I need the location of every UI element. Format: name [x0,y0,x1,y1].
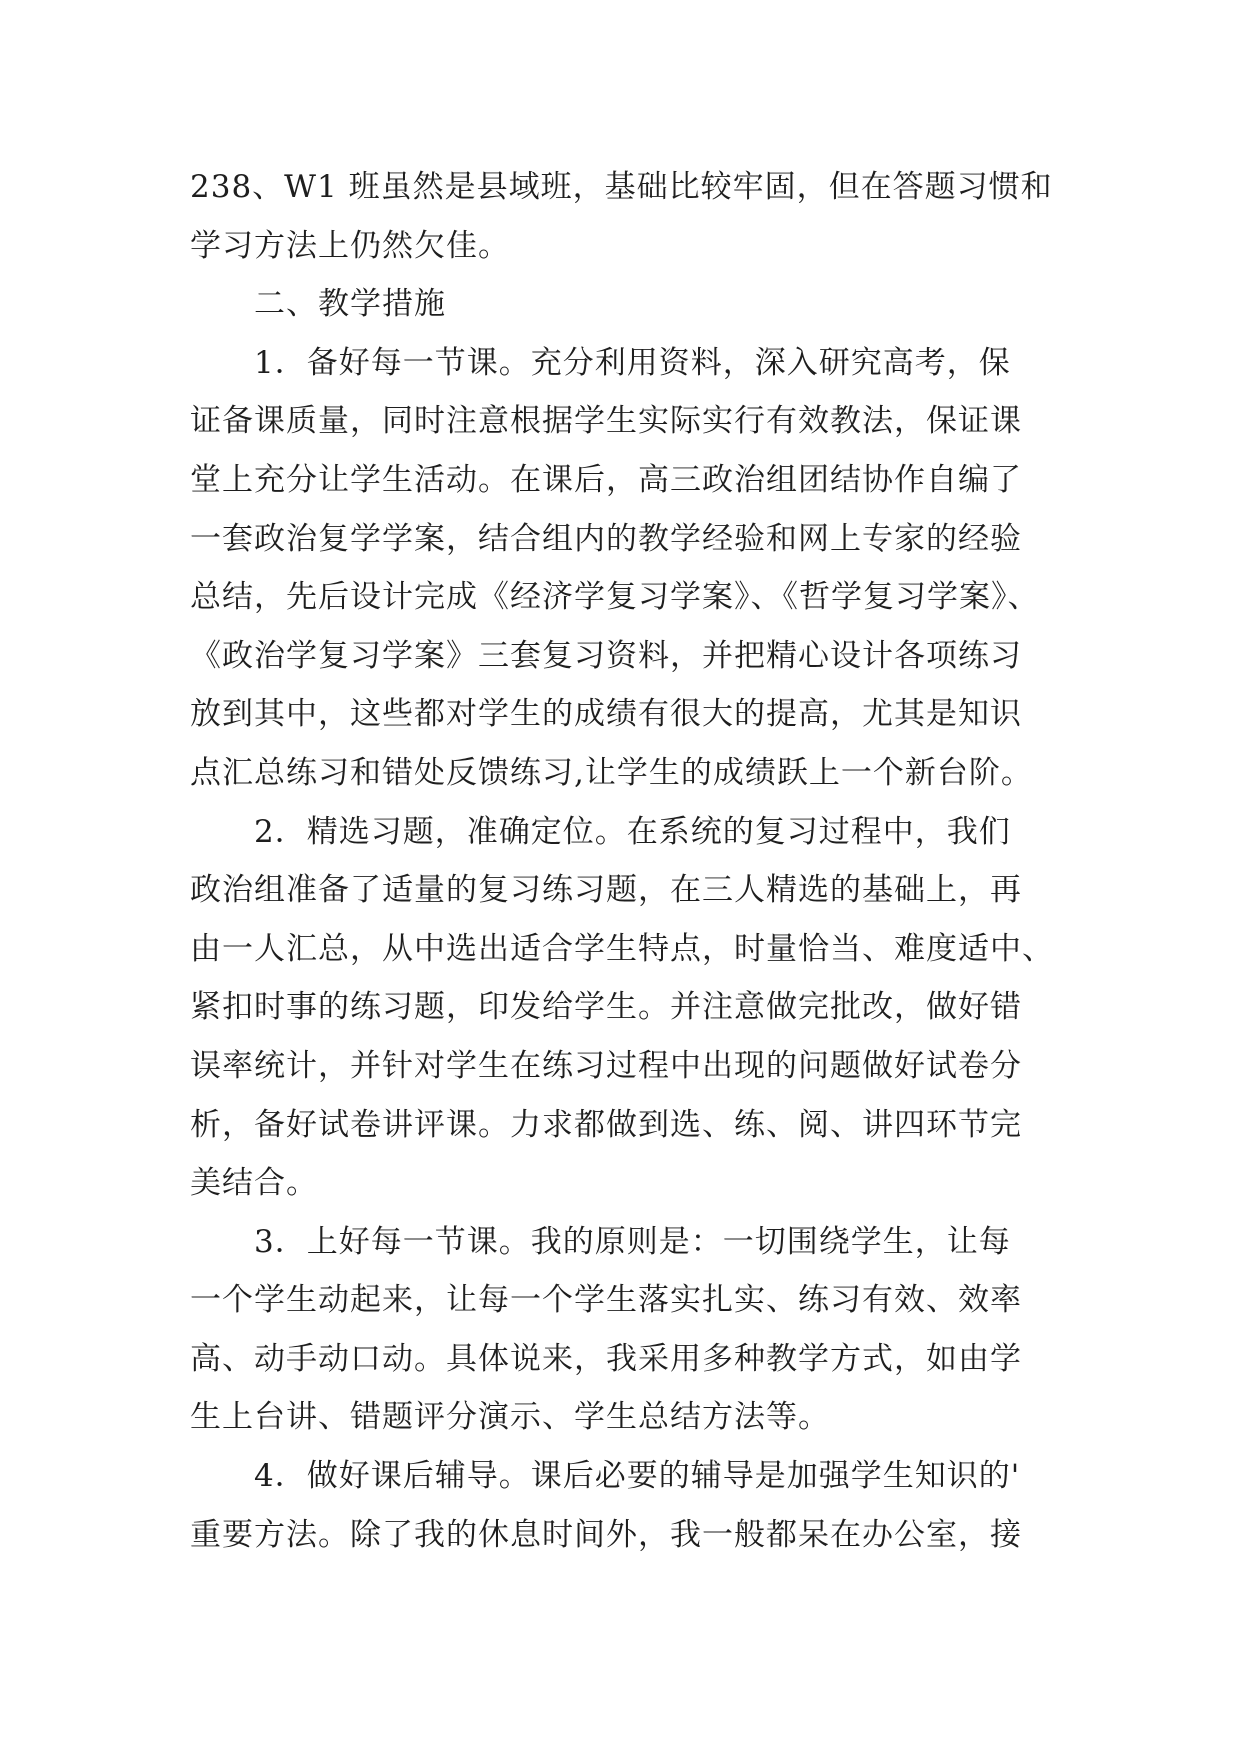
text-line: 点汇总练习和错处反馈练习,让学生的成绩跃上一个新台阶。 [190,754,1033,791]
text-line: 重要方法。除了我的休息时间外，我一般都呆在办公室，接 [190,1516,1022,1553]
text-line: 1．备好每一节课。充分利用资料，深入研究高考，保 [254,344,1011,381]
text-line: 美结合。 [190,1165,318,1202]
text-line: 一套政治复学学案，结合组内的教学经验和网上专家的经验 [190,520,1022,557]
text-line: 《政治学复习学案》三套复习资料，并把精心设计各项练习 [190,637,1022,674]
text-line: 学习方法上仍然欠佳。 [190,227,510,264]
document-body [190,158,1110,1564]
text-line: 总结，先后设计完成《经济学复习学案》、《哲学复习学案》、 [190,579,1040,616]
text-line: 政治组准备了适量的复习练习题，在三人精选的基础上，再 [190,872,1022,909]
text-line: 堂上充分让学生活动。在课后，高三政治组团结协作自编了 [190,461,1022,498]
text-line: 3．上好每一节课。我的原则是：一切围绕学生，让每 [254,1223,1011,1260]
text-line: 析，备好试卷讲评课。力求都做到选、练、阅、讲四环节完 [190,1106,1022,1143]
text-line: 高、动手动口动。具体说来，我采用多种教学方式，如由学 [190,1340,1022,1377]
text-line: 由一人汇总，从中选出适合学生特点，时量恰当、难度适中、 [190,930,1054,967]
text-line: 放到其中，这些都对学生的成绩有很大的提高，尤其是知识 [190,696,1022,733]
text-line: 证备课质量，同时注意根据学生实际实行有效教法，保证课 [190,403,1022,440]
text-line: 紧扣时事的练习题，印发给学生。并注意做完批改，做好错 [190,989,1022,1026]
text-line: 误率统计，并针对学生在练习过程中出现的问题做好试卷分 [190,1047,1022,1084]
text-line: 二、教学措施 [254,286,446,323]
text-line: 238、W1 班虽然是县域班，基础比较牢固，但在答题习惯和 [190,169,1053,205]
text-line: 4．做好课后辅导。课后必要的辅导是加强学生知识的' [254,1458,1021,1495]
text-line: 一个学生动起来，让每一个学生落实扎实、练习有效、效率 [190,1282,1022,1319]
text-line: 2．精选习题，准确定位。在系统的复习过程中，我们 [254,813,1011,850]
text-line: 生上台讲、错题评分演示、学生总结方法等。 [190,1399,830,1436]
